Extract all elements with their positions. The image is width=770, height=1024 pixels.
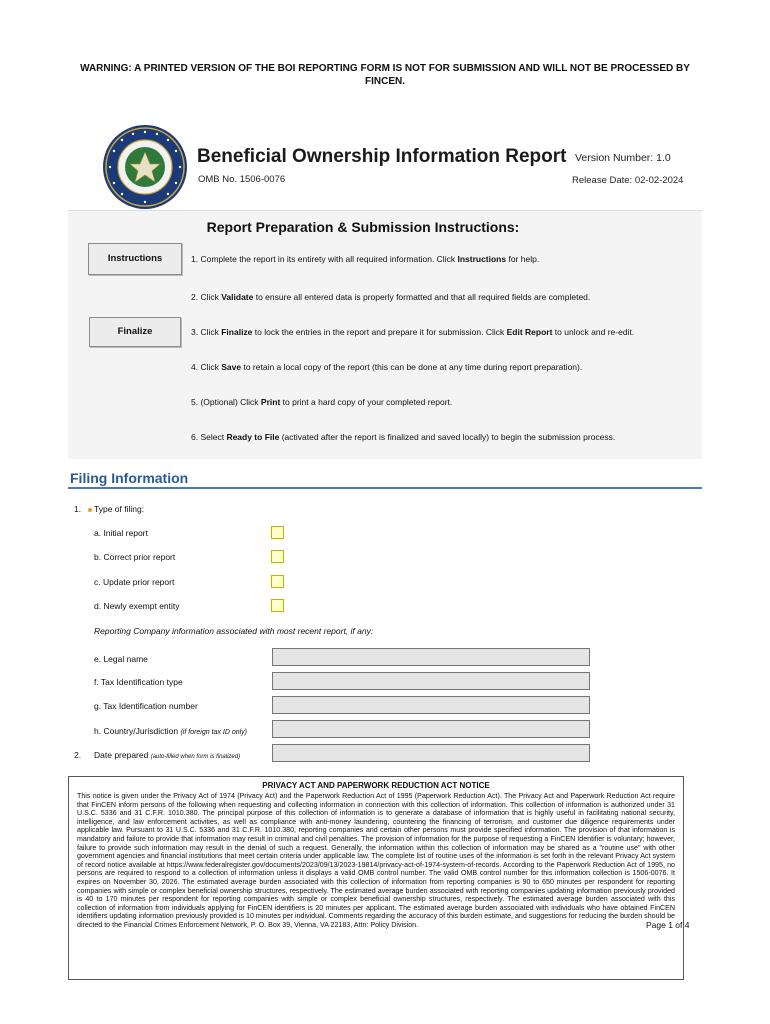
instruction-step-1: 1. Complete the report in its entirety with all required information. Click Instructions for help. [191, 254, 540, 264]
checkbox-update-prior-report[interactable] [271, 575, 284, 588]
instruction-step-5: 5. (Optional) Click Print to print a hard copy of your completed report. [191, 397, 453, 407]
tax-id-number-label: g. Tax Identification number [94, 701, 198, 711]
date-prepared-label: Date prepared (auto-filled when form is finalized) [94, 750, 241, 760]
checkbox-newly-exempt-entity[interactable] [271, 599, 284, 612]
instruction-step-4: 4. Click Save to retain a local copy of the report (this can be done at any time during report preparation). [191, 362, 583, 372]
tax-id-type-field[interactable] [272, 672, 590, 690]
section-divider [68, 487, 702, 489]
checkbox-initial-report[interactable] [271, 526, 284, 539]
checkbox-correct-prior-report[interactable] [271, 550, 284, 563]
date-prepared-field [272, 744, 590, 762]
option-label-initial-report: a. Initial report [94, 528, 148, 538]
omb-number: OMB No. 1506-0076 [198, 174, 286, 185]
question-1-number: 1. [74, 504, 82, 514]
question-2-number: 2. [74, 750, 82, 760]
option-label-update-prior-report: c. Update prior report [94, 577, 175, 587]
country-jurisdiction-label: h. Country/Jurisdiction (if foreign tax ID only) [94, 726, 247, 736]
required-marker-icon [88, 508, 92, 512]
instructions-button[interactable]: Instructions [88, 243, 182, 275]
warning-banner: WARNING: A PRINTED VERSION OF THE BOI REPORTING FORM IS NOT FOR SUBMISSION AND WILL NOT BE PROCESSED BY FINCEN. [80, 63, 690, 87]
question-1-label: Type of filing: [88, 504, 144, 514]
tax-id-type-label: f. Tax Identification type [94, 677, 183, 687]
legal-name-label: e. Legal name [94, 654, 148, 664]
release-date: Release Date: 02-02-2024 [572, 175, 684, 186]
privacy-act-notice [68, 776, 684, 980]
instructions-heading: Report Preparation & Submission Instructions: [206, 219, 520, 235]
version-number: Version Number: 1.0 [575, 152, 671, 164]
report-title: Beneficial Ownership Information Report [197, 146, 567, 167]
instruction-step-6: 6. Select Ready to File (activated after the report is finalized and saved locally) to begin the submission process. [191, 432, 616, 442]
page-number: Page 1 of 4 [646, 920, 690, 930]
notice-body: This notice is given under the Privacy Act of 1974 (Privacy Act) and the Paperwork Reduction Act of 1995 (Paperwork Reduction Act). The Privacy Act and Paperwork Reduction Act require that FinCEN inform persons of the following when requesting and collecting information in connection with this collection of information. This collection of information is authorized under 31 U.S.C. 5336 and 31 C.F.R. 1010.380. The principal purpose of this collection of information is to generate a database of information that is highly useful in facilitating national security, intelligence, and law enforcement activities, as well as compliance with anti-money laundering, countering the financing of terrorism, and customer due diligence requirements under applicable law. Pursuant to 31 U.S.C. 5336 and 31 C.F.R. 1010.380, reporting companies and certain other persons must provide specified information. The provision of that information is mandatory and failure to provide that information may result in criminal and civil penalties. The provision of information for the purpose of requesting a FinCEN Identifier is voluntary; however, failure to provide such information may result in the denial of such a request. Generally, the information within this collection of information may be shared as a "routine use" with other government agencies and financial institutions that meet certain criteria under applicable law. The complete list of routine uses of the information is set forth in the relevant Privacy Act system of record notice available at https://www.federalregister.gov/documents/2023/09/13/2023-19814/privacy-act-of-1974-system-of-records. According to the Paperwork Reduction Act of 1995, no persons are required to respond to a collection of information unless it displays a valid OMB control number. The valid OMB control number for this information collection is 1506-0076. It expires on November 30, 2026. The estimated average burden associated with this collection of information from reporting companies is 90 to 650 minutes per respondent for reporting companies with simple or complex beneficial ownership structures, respectively. The estimated average burden associated with reporting companies updating information previously provided is 40 to 170 minutes per respondent for reporting companies with simple or complex beneficial ownership structures, respectively. The estimated average burden associated with this collection of information from individuals applying for FinCEN identifiers is 20 minutes per applicant. The estimated average burden associated with individuals who have obtained FinCEN identifiers updating information previously provided is 10 minutes per individual. Comments regarding the accuracy of this burden estimate, and suggestions for reducing the burden should be directed to the Financial Crimes Enforcement Network, P. O. Box 39, Vienna, VA 22183, Attn: Policy Division. [77, 792, 675, 929]
notice-title: PRIVACY ACT AND PAPERWORK REDUCTION ACT NOTICE [262, 781, 490, 790]
tax-id-number-field[interactable] [272, 696, 590, 714]
option-label-newly-exempt-entity: d. Newly exempt entity [94, 601, 180, 611]
option-label-correct-prior-report: b. Correct prior report [94, 552, 176, 562]
reporting-company-note: Reporting Company information associated with most recent report, if any: [94, 626, 374, 636]
instruction-step-3: 3. Click Finalize to lock the entries in the report and prepare it for submission. Click Edit Report to unlock and re-edit. [191, 327, 635, 337]
country-jurisdiction-field[interactable] [272, 720, 590, 738]
finalize-button[interactable]: Finalize [89, 317, 181, 347]
legal-name-field[interactable] [272, 648, 590, 666]
instruction-step-2: 2. Click Validate to ensure all entered data is properly formatted and that all required fields are completed. [191, 292, 591, 302]
filing-information-title: Filing Information [70, 470, 189, 486]
fincen-seal-icon [102, 124, 188, 210]
